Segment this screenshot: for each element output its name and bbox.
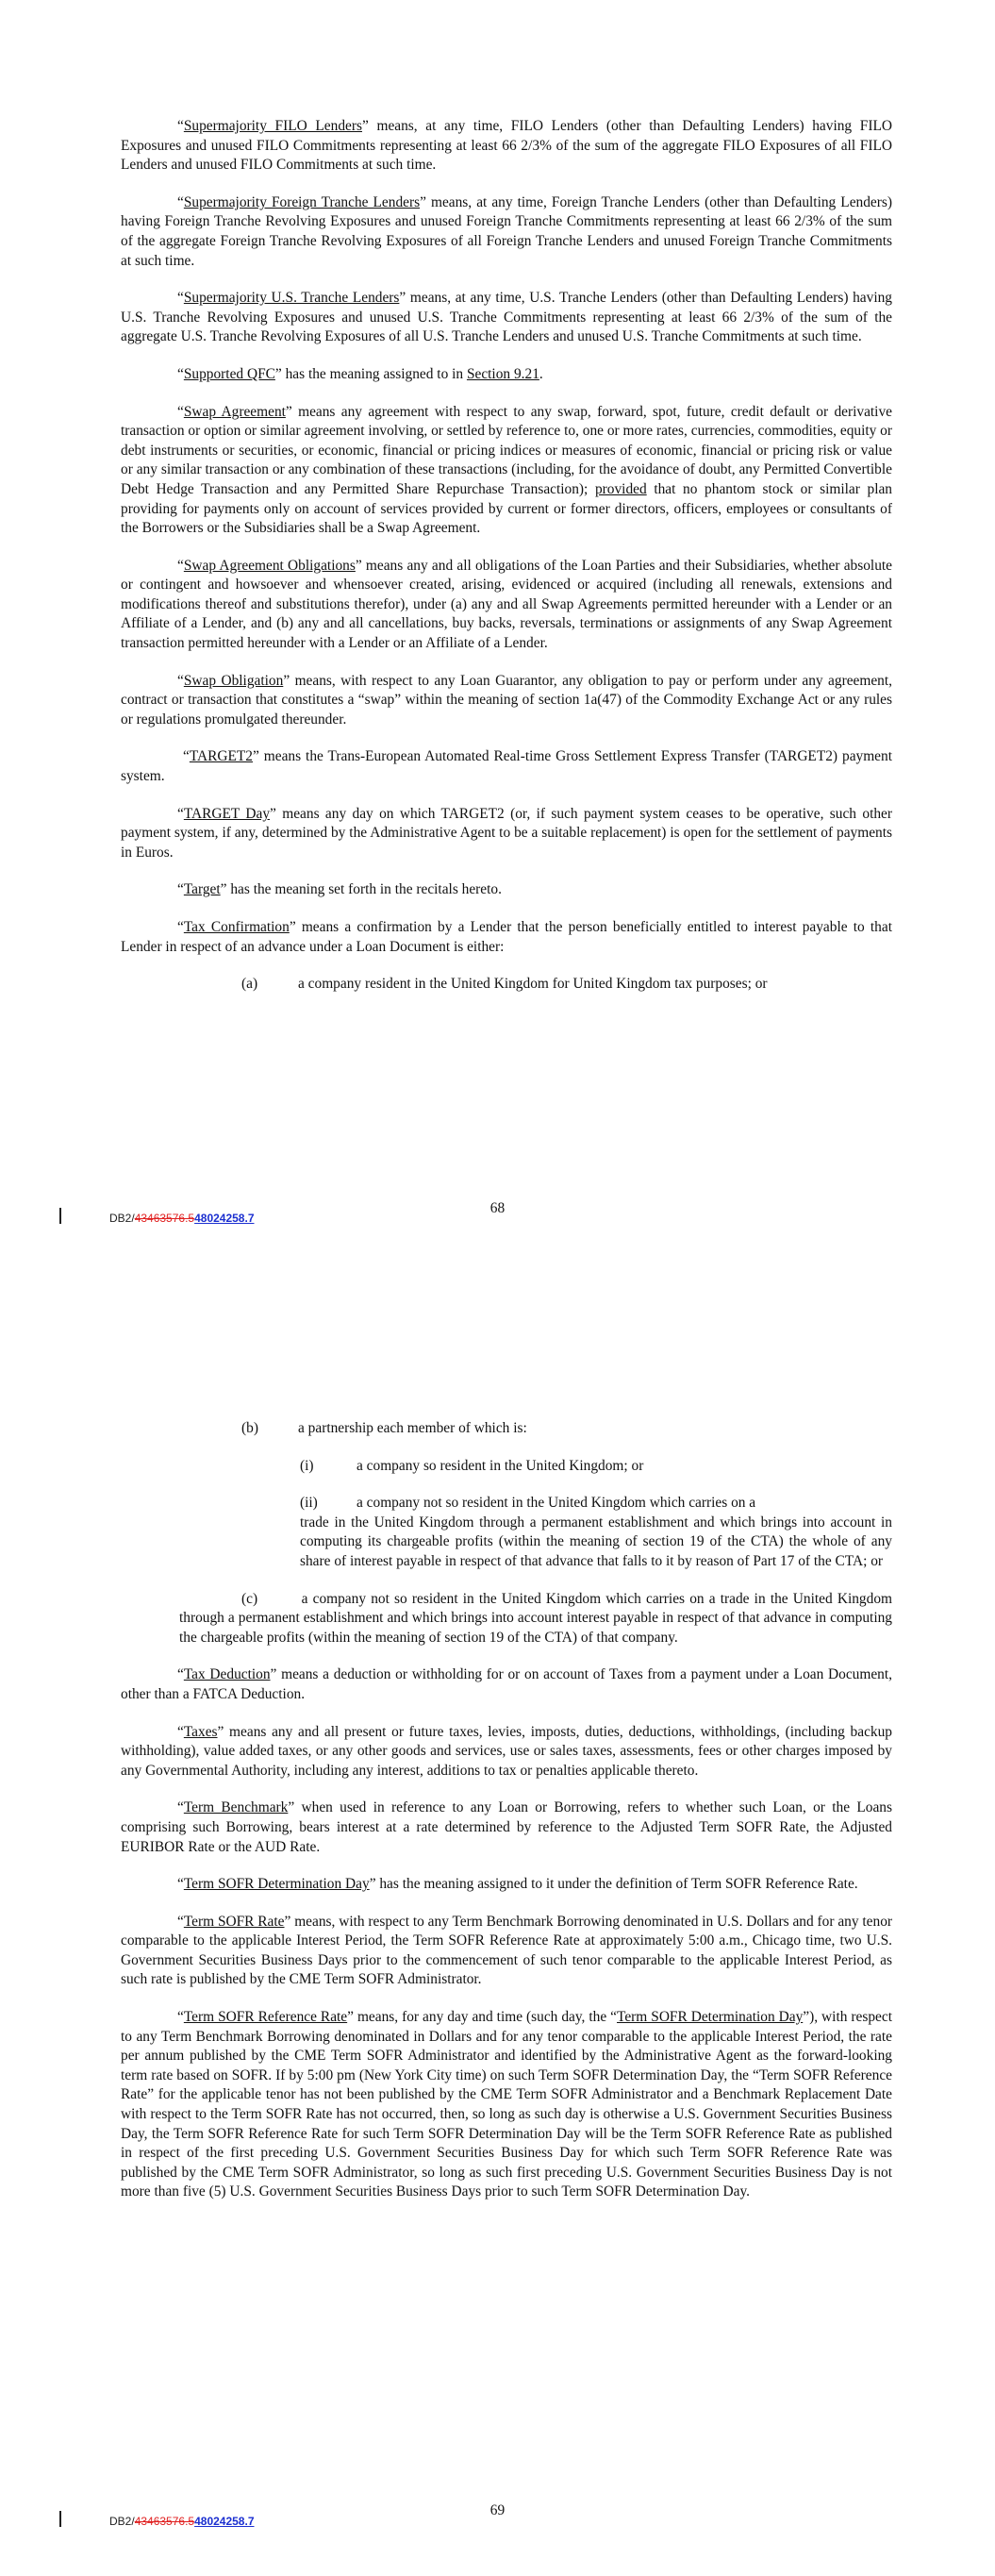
definition-text: ” means, with respect to any Term Benchmark Borrowing denominated in U.S. Dollars and for any tenor comparable to the applicable Interest Period, the Term SOFR Reference Rate at approximately 5:00 a.m., Chicago time, two U.S. Government Securities Business Days prior to the commencement of such tenor comparable to the applicable Interest Period, as such rate is published by the CME Term SOFR Administrator. bbox=[121, 1913, 893, 1988]
quote-open: “ bbox=[177, 2009, 184, 2026]
clause-label: (c) bbox=[241, 1590, 258, 1607]
proviso-word: provided bbox=[594, 480, 647, 497]
doc-id-deleted: 43463576.5 bbox=[134, 1212, 195, 1225]
clause-label: (i) bbox=[300, 1457, 314, 1474]
definition-taxes bbox=[121, 1723, 892, 1781]
document-footer bbox=[62, 1212, 255, 1225]
defined-term: Swap Agreement Obligations bbox=[183, 557, 356, 574]
definition-supermajority-us-tranche-lenders bbox=[121, 289, 892, 347]
change-bar bbox=[59, 2511, 61, 2527]
definition-text: ” means a confirmation by a Lender that the person beneficially entitled to interest payable to that Lender in respect of an advance under a Loan Document is either: bbox=[121, 919, 892, 955]
definition-term-benchmark bbox=[121, 1798, 892, 1857]
page-number: 69 bbox=[489, 2502, 506, 2518]
defined-term: TARGET Day bbox=[183, 805, 271, 822]
quote-open: “ bbox=[177, 118, 184, 134]
definition-text: ” when used in reference to any Loan or Borrowing, refers to whether such Loan, or the Loans comprising such Borrowing, bears interest at a rate determined by reference to the Adjusted Term SOFR Rate, the Adjusted EURIBOR Rate or the AUD Rate. bbox=[121, 1799, 892, 1855]
doc-id-prefix: DB2/ bbox=[109, 1212, 135, 1225]
clause-text-first: a company not so resident in the United Kingdom which carries on a bbox=[357, 1495, 756, 1512]
quote-open: “ bbox=[177, 919, 184, 935]
change-bar bbox=[59, 1208, 61, 1224]
doc-id-prefix: DB2/ bbox=[109, 2515, 135, 2528]
definition-text: ” has the meaning assigned to it under the definition of Term SOFR Reference Rate. bbox=[369, 1876, 858, 1893]
clause-text: a partnership each member of which is: bbox=[298, 1420, 527, 1436]
defined-term: Term SOFR Rate bbox=[183, 1913, 285, 1930]
definition-swap-agreement-obligations bbox=[121, 557, 892, 654]
defined-term: Supermajority FILO Lenders bbox=[183, 118, 362, 134]
clause-a bbox=[121, 975, 892, 995]
clause-label: (b) bbox=[241, 1420, 258, 1436]
definition-swap-agreement bbox=[121, 403, 892, 539]
quote-open: “ bbox=[177, 290, 184, 307]
definition-term-sofr-rate bbox=[121, 1913, 892, 1990]
defined-term: Tax Confirmation bbox=[183, 919, 290, 935]
definition-text: ” means any day on which TARGET2 (or, if such payment system ceases to be operative, such other payment system, if any, determined by the Administrative Agent to be a suitable replacement) is open for the settlement of payments in Euros. bbox=[121, 805, 892, 861]
definition-tax-deduction bbox=[121, 1665, 892, 1704]
definition-text: ” means, for any day and time (such day, the “ bbox=[347, 2009, 618, 2026]
section-reference: Section 9.21 bbox=[466, 365, 539, 382]
definition-text-end: that no phantom stock or similar plan providing for payments only on account of services provided by current or former directors, officers, employees or consultants of the Borrowers or the Subsidiaries shall be a Swap Agreement. bbox=[121, 480, 892, 537]
doc-id-deleted: 43463576.5 bbox=[134, 2515, 195, 2528]
defined-term: Term SOFR Determination Day bbox=[183, 1876, 370, 1893]
clause-text: a company resident in the United Kingdom for United Kingdom tax purposes; or bbox=[298, 976, 768, 993]
definition-text: ” means any and all present or future taxes, levies, imposts, duties, deductions, withholdings, (including backup withholding), value added taxes, or any other goods and services, use or sales taxes, assessments, fees or other charges imposed by any Governmental Authority, including any interest, additions to tax or penalties applicable thereto. bbox=[121, 1723, 892, 1779]
quote-open: “ bbox=[177, 193, 184, 210]
defined-term: Supermajority Foreign Tranche Lenders bbox=[183, 193, 421, 210]
doc-id-inserted: 48024258.7 bbox=[194, 2515, 255, 2528]
clause-label: (a) bbox=[241, 976, 258, 993]
quote-open: “ bbox=[177, 881, 184, 898]
clause-label: (ii) bbox=[300, 1495, 318, 1512]
defined-term: Tax Deduction bbox=[183, 1666, 271, 1683]
definition-text: ” means, at any time, Foreign Tranche Lenders (other than Defaulting Lenders) having Foreign Tranche Revolving Exposures and unused Foreign Tranche Commitments representing at least 66 2/3% of the sum of the aggregate Foreign Tranche Revolving Exposures of all Foreign Tranche Lenders and unused Foreign Tranche Commitments at such time. bbox=[121, 193, 892, 269]
defined-term: Swap Obligation bbox=[183, 672, 284, 689]
quote-open: “ bbox=[177, 403, 184, 420]
page-68 bbox=[0, 0, 995, 1264]
definition-swap-obligation bbox=[121, 672, 892, 730]
definition-text: ” has the meaning assigned to in bbox=[274, 365, 467, 382]
defined-term: Term SOFR Reference Rate bbox=[183, 2009, 348, 2026]
defined-term: Swap Agreement bbox=[183, 403, 286, 420]
definition-text: ” has the meaning set forth in the recitals hereto. bbox=[220, 881, 502, 898]
page-number: 68 bbox=[489, 1200, 506, 1216]
clause-c bbox=[179, 1590, 892, 1648]
document-footer bbox=[62, 2515, 255, 2528]
definition-text: ” means, with respect to any Loan Guarantor, any obligation to pay or perform under any agreement, contract or transaction that constitutes a “swap” within the meaning of section 1a(47) of the Commodity Exchange Act or any rules or regulations promulgated thereunder. bbox=[121, 672, 892, 728]
definition-text: ” means, at any time, U.S. Tranche Lenders (other than Defaulting Lenders) having U.S. Tranche Revolving Exposures and unused U.S. Tranche Commitments representing at least 66 2/3% of the sum of the aggregate U.S. Tranche Revolving Exposures of all U.S. Tranche Lenders and unused U.S. Tranche Commitments at such time. bbox=[121, 290, 893, 345]
quote-open: “ bbox=[177, 1876, 184, 1893]
definition-text: ” means, at any time, FILO Lenders (other than Defaulting Lenders) having FILO Exposures and unused FILO Commitments representing at least 66 2/3% of the sum of the aggregate FILO Exposures of all FILO Lenders and unused FILO Commitments at such time. bbox=[121, 118, 892, 174]
definition-supported-qfc bbox=[121, 365, 892, 385]
quote-open: “ bbox=[183, 748, 190, 765]
quote-open: “ bbox=[177, 672, 184, 689]
definition-text: ” means a deduction or withholding for or on account of Taxes from a payment under a Loan Document, other than a FATCA Deduction. bbox=[121, 1666, 892, 1702]
defined-term-2: Term SOFR Determination Day bbox=[617, 2009, 804, 2026]
page-68-body bbox=[121, 117, 892, 1012]
page-69-body bbox=[121, 1419, 892, 2220]
clause-text: a company so resident in the United Kingdom; or bbox=[357, 1457, 644, 1474]
definition-term-sofr-reference-rate bbox=[121, 2008, 892, 2202]
definition-text: ” means any and all obligations of the Loan Parties and their Subsidiaries, whether absolute or contingent and howsoever and whensoever created, arising, evidenced or acquired (including all renewals, extensions and modifications thereof and substitutions therefor), under (a) any and all Swap Agreements permitted hereunder with a Lender or an Affiliate of a Lender, and (b) any and all cancellations, buy backs, reversals, terminations or assignments of any Swap Agreement transaction permitted hereunder with a Lender or an Affiliate of a Lender. bbox=[121, 557, 892, 652]
page-69 bbox=[0, 1321, 995, 2576]
defined-term: Taxes bbox=[183, 1723, 218, 1740]
quote-open: “ bbox=[177, 1666, 184, 1683]
clause-text: a company not so resident in the United Kingdom which carries on a trade in the United Kingdom through a permanent establishment and which brings into account interest payable in respect of that advance in computing the chargeable profits (within the meaning of section 19 of the CTA) of that company. bbox=[179, 1590, 892, 1646]
definition-text-end: ”), with respect to any Term Benchmark Borrowing denominated in Dollars and for any tenor comparable to the applicable Interest Period, the rate per annum published by the CME Term SOFR Administrator and identified by the Administrative Agent as the forward-looking term rate based on SOFR. If by 5:00 pm (New York City time) on such Term SOFR Determination Day, the “Term SOFR Reference Rate” for the applicable tenor has not been published by the CME Term SOFR Administrator and a Benchmark Replacement Date with respect to the Term SOFR Rate has not occurred, then, so long as such day is otherwise a U.S. Government Securities Business Day, the Term SOFR Reference Rate for such Term SOFR Determination Day will be the Term SOFR Reference Rate as published in respect of the first preceding U.S. Government Securities Business Day for which such Term SOFR Reference Rate was published by the CME Term SOFR Administrator, so long as such first preceding U.S. Government Securities Business Day is not more than five (5) U.S. Government Securities Business Days prior to such Term SOFR Determination Day. bbox=[121, 2009, 892, 2200]
definition-text: ” means any agreement with respect to any swap, forward, spot, future, credit default or derivative transaction or option or similar agreement involving, or settled by reference to, one or more rates, currencies, commodities, equity or debt instruments or securities, or economic, financial or pricing indices or measures of economic, financial or pricing risk or value or any similar transaction or any combination of these transactions (including, for the avoidance of doubt, any Permitted Convertible Debt Hedge Transaction and any Permitted Share Repurchase Transaction); bbox=[121, 403, 893, 497]
quote-open: “ bbox=[177, 1799, 184, 1816]
clause-b bbox=[121, 1419, 892, 1439]
definition-term-sofr-determination-day bbox=[121, 1875, 892, 1895]
defined-term: Supermajority U.S. Tranche Lenders bbox=[183, 290, 400, 307]
quote-open: “ bbox=[177, 365, 184, 382]
clause-ii bbox=[300, 1494, 892, 1571]
defined-term: TARGET2 bbox=[189, 748, 254, 765]
quote-open: “ bbox=[177, 1723, 184, 1740]
definition-tax-confirmation bbox=[121, 918, 892, 957]
definition-supermajority-foreign-tranche-lenders bbox=[121, 193, 892, 271]
clause-i bbox=[121, 1457, 892, 1477]
definition-supermajority-filo-lenders bbox=[121, 117, 892, 176]
definition-target2 bbox=[121, 747, 892, 786]
definition-text-end: . bbox=[539, 365, 543, 382]
defined-term: Supported QFC bbox=[183, 365, 275, 382]
definition-target-day bbox=[121, 805, 892, 863]
quote-open: “ bbox=[177, 1913, 184, 1930]
defined-term: Target bbox=[183, 881, 221, 898]
definition-target bbox=[121, 880, 892, 900]
defined-term: Term Benchmark bbox=[183, 1799, 289, 1816]
definition-text: ” means the Trans-European Automated Real-time Gross Settlement Express Transfer (TARGET2) payment system. bbox=[121, 748, 892, 785]
clause-text-rest: trade in the United Kingdom through a permanent establishment and which brings into account in computing its chargeable profits (within the meaning of section 19 of the CTA) the whole of any share of interest payable in respect of that advance that falls to it by reason of Part 17 of the CTA; or bbox=[300, 1514, 892, 1569]
quote-open: “ bbox=[177, 805, 184, 822]
clause-ii-first-line bbox=[300, 1494, 892, 1514]
quote-open: “ bbox=[177, 557, 184, 574]
doc-id-inserted: 48024258.7 bbox=[194, 1212, 255, 1225]
